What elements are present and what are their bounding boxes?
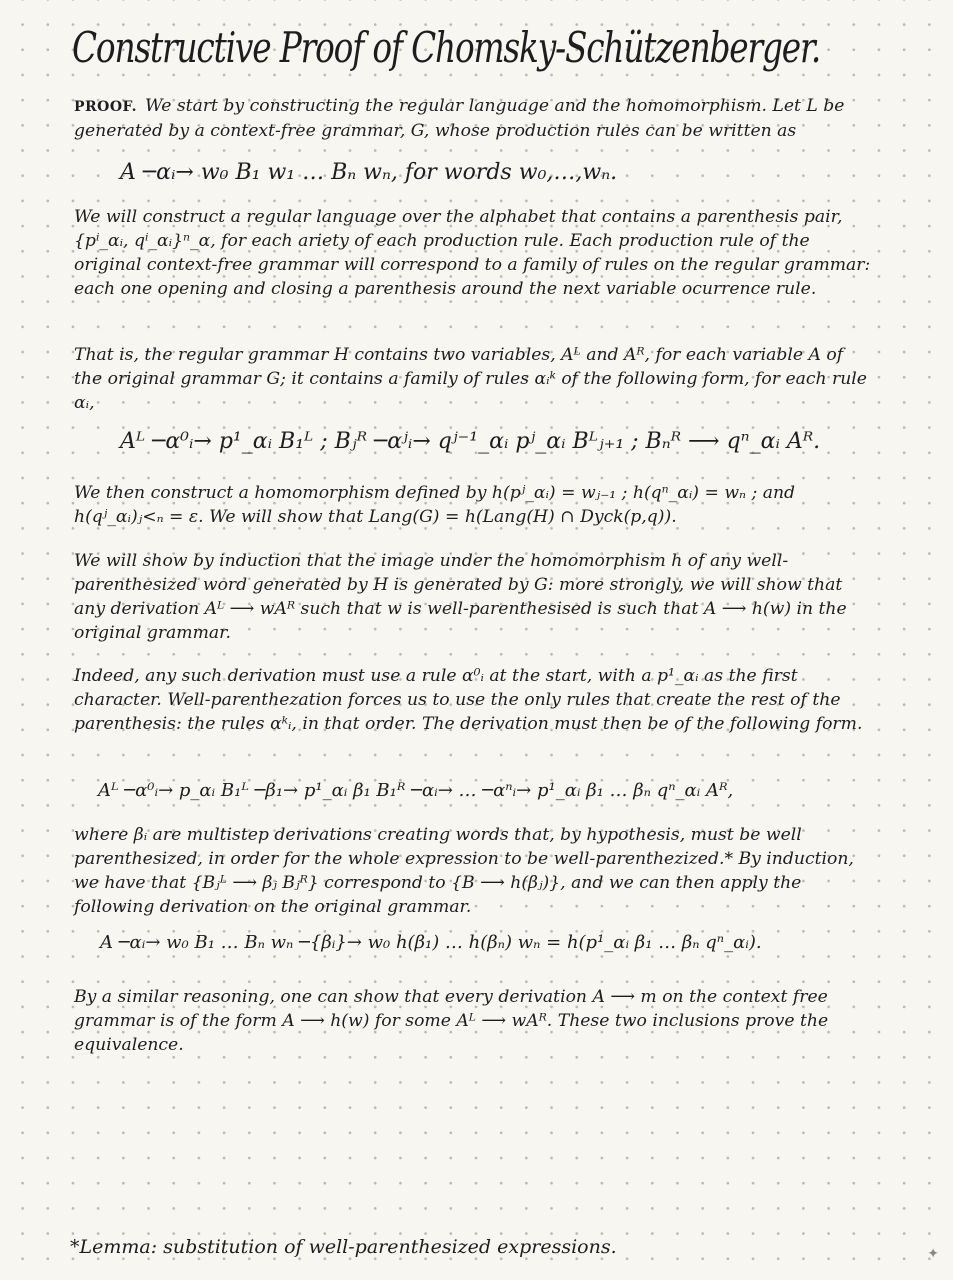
original-grammar-formula: A ─αᵢ→ w₀ B₁ … Bₙ wₙ ─{βᵢ}→ w₀ h(β₁) … h(βₙ) wₙ = h(p¹_αᵢ β₁ … βₙ qⁿ_αᵢ). [100, 932, 762, 953]
paragraph-multistep: where βᵢ are multistep derivations creating words that, by hypothesis, must be well parenthesized, in order for the whole expression to be well-parenthezized.* By induction, we have that {Bⱼᴸ ⟶ βⱼ Bⱼᴿ} correspond to {B ⟶ h(βⱼ)}, and we can then apply the following derivation on the original grammar. [74, 825, 854, 917]
paragraph-derivation-form: Indeed, any such derivation must use a rule α⁰ᵢ at the start, with a p¹_αᵢ as the first character. Well-parenthezation forces us to use the only rules that create the rest of the parenthesis: the rules αᵏᵢ, in that order. The derivation must then be of the following form. [74, 666, 863, 734]
page-title: Constructive Proof of Chomsky-Schützenberger. [72, 23, 821, 72]
derivation-formula: Aᴸ ─α⁰ᵢ→ p_αᵢ B₁ᴸ ─β₁→ p¹_αᵢ β₁ B₁ᴿ ─αᵢ→ … ─αⁿᵢ→ p¹_αᵢ β₁ … βₙ qⁿ_αᵢ Aᴿ, [98, 780, 734, 801]
sparkle-icon: ✦ [927, 1246, 939, 1262]
paragraph-conclusion: By a similar reasoning, one can show that every derivation A ⟶ m on the context free grammar is of the form A ⟶ h(w) for some Aᴸ ⟶ wAᴿ. These two inclusions prove the equivalence. [74, 987, 829, 1055]
intro-paragraph [74, 94, 874, 143]
paragraph-regular-language: We will construct a regular language over the alphabet that contains a parenthesis pair, {pⁱ_αᵢ, qⁱ_αᵢ}ⁿ_α, for each ariety of each production rule. Each production rule of the original context-free grammar will correspond to a family of rules on the regular grammar: each one opening and closing a parenthesis around the next variable ocurrence rule. [74, 207, 871, 299]
paragraph-homomorphism: We then construct a homomorphism defined by h(pʲ_αᵢ) = wⱼ₋₁ ; h(qⁿ_αᵢ) = wₙ ; and h(qʲ_αᵢ)ⱼ<ₙ = ε. We will show that Lang(G) = h(Lang(H) ∩ Dyck(p,q)). [74, 483, 796, 527]
footnote-lemma: *Lemma: substitution of well-parenthesized expressions. [70, 1236, 617, 1258]
paragraph-regular-grammar: That is, the regular grammar H contains two variables, Aᴸ and Aᴿ, for each variable A of the original grammar G; it contains a family of rules αᵢᵏ of the following form, for each rule αᵢ, [74, 345, 867, 413]
paragraph-induction: We will show by induction that the image under the homomorphism h of any well-parenthesized word generated by H is generated by G: more strongly, we will show that any derivation Aᴸ ⟶ wAᴿ such that w is well-parenthesised is such that A ⟶ h(w) in the original grammar. [74, 551, 847, 643]
production-rule-formula: A ─αᵢ→ w₀ B₁ w₁ … Bₙ wₙ, for words w₀,…,wₙ. [120, 160, 618, 185]
proof-label: PROOF. [74, 99, 137, 115]
intro-text: We start by constructing the regular language and the homomorphism. Let L be generated by a context-free grammar, G, whose production rules can be written as [74, 96, 845, 141]
rule-family-formula: Aᴸ ─α⁰ᵢ→ p¹_αᵢ B₁ᴸ ; Bⱼᴿ ─αʲᵢ→ qʲ⁻¹_αᵢ pʲ_αᵢ Bᴸⱼ₊₁ ; Bₙᴿ ⟶ qⁿ_αᵢ Aᴿ. [120, 429, 821, 454]
